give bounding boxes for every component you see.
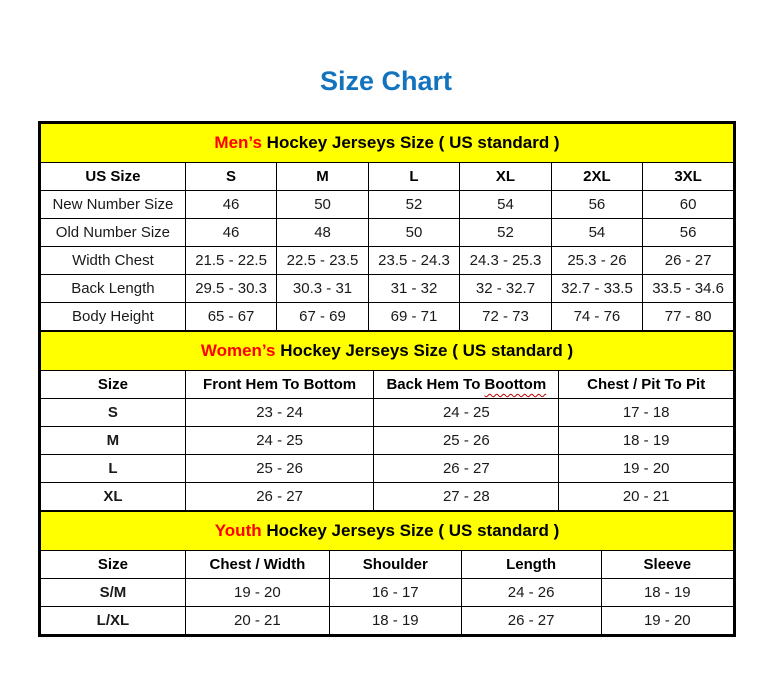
womens-size-table [40,331,734,511]
men-value-cell: 52 [460,219,551,247]
men-value-cell: 50 [368,219,459,247]
youth-data-row [41,607,734,635]
men-value-cell: 72 - 73 [460,303,551,331]
page-title: Size Chart [319,66,453,96]
youth-title-rest: Hockey Jerseys Size ( US standard ) [261,521,560,540]
men-value-cell: 69 - 71 [368,303,459,331]
men-value-cell: 23.5 - 24.3 [368,247,459,275]
women-value-cell: 23 - 24 [185,399,373,427]
youth-value-cell: 19 - 20 [185,579,329,607]
women-section-title-row [41,332,734,371]
size-chart-tables-container [38,121,736,637]
women-row-label: M [41,427,186,455]
women-value-cell: 26 - 27 [185,483,373,511]
women-row-label: S [41,399,186,427]
youth-size-table [40,511,734,635]
women-row-label: XL [41,483,186,511]
men-column-header: M [277,163,368,191]
mens-size-table [40,123,734,331]
women-column-header: Front Hem To Bottom [185,371,373,399]
men-column-header: XL [460,163,551,191]
women-value-cell: 17 - 18 [559,399,734,427]
youth-column-header: Sleeve [601,551,733,579]
youth-column-header: Chest / Width [185,551,329,579]
men-value-cell: 56 [643,219,734,247]
men-column-header: 2XL [551,163,642,191]
men-column-header: 3XL [643,163,734,191]
men-value-cell: 21.5 - 22.5 [185,247,276,275]
men-column-header: US Size [41,163,186,191]
women-title-highlight: Women’s [200,341,276,360]
men-title-highlight: Men’s [214,133,262,152]
men-value-cell: 52 [368,191,459,219]
women-value-cell: 24 - 25 [374,399,559,427]
youth-data-row [41,579,734,607]
men-row-label: Old Number Size [41,219,186,247]
women-value-cell: 26 - 27 [374,455,559,483]
youth-value-cell: 19 - 20 [601,607,733,635]
youth-value-cell: 26 - 27 [461,607,601,635]
men-row-label: New Number Size [41,191,186,219]
men-data-row [41,303,734,331]
men-header-row [41,163,734,191]
women-row-label: L [41,455,186,483]
men-data-row [41,191,734,219]
women-data-row [41,455,734,483]
men-value-cell: 29.5 - 30.3 [185,275,276,303]
men-value-cell: 46 [185,219,276,247]
youth-value-cell: 16 - 17 [329,579,461,607]
women-value-cell: 20 - 21 [559,483,734,511]
youth-value-cell: 24 - 26 [461,579,601,607]
youth-value-cell: 18 - 19 [329,607,461,635]
women-data-row [41,399,734,427]
men-data-row [41,275,734,303]
men-title-rest: Hockey Jerseys Size ( US standard ) [261,133,560,152]
men-value-cell: 30.3 - 31 [277,275,368,303]
women-value-cell: 27 - 28 [374,483,559,511]
men-value-cell: 25.3 - 26 [551,247,642,275]
youth-section-title [41,512,734,551]
men-section-title [41,124,734,163]
men-column-header: S [185,163,276,191]
men-value-cell: 74 - 76 [551,303,642,331]
misspelled-word: Boottom [484,376,547,393]
youth-value-cell: 18 - 19 [601,579,733,607]
men-value-cell: 22.5 - 23.5 [277,247,368,275]
women-column-header: Chest / Pit To Pit [559,371,734,399]
women-value-cell: 25 - 26 [185,455,373,483]
men-value-cell: 32 - 32.7 [460,275,551,303]
youth-row-label: S/M [41,579,186,607]
men-data-row [41,247,734,275]
men-value-cell: 48 [277,219,368,247]
youth-column-header: Size [41,551,186,579]
men-row-label: Back Length [41,275,186,303]
youth-row-label: L/XL [41,607,186,635]
women-section-title [41,332,734,371]
youth-column-header: Length [461,551,601,579]
men-value-cell: 31 - 32 [368,275,459,303]
women-column-header: Size [41,371,186,399]
men-row-label: Body Height [41,303,186,331]
men-column-header: L [368,163,459,191]
youth-value-cell: 20 - 21 [185,607,329,635]
men-value-cell: 60 [643,191,734,219]
youth-column-header: Shoulder [329,551,461,579]
men-value-cell: 33.5 - 34.6 [643,275,734,303]
women-column-header: Back Hem To Boottom [374,371,559,399]
youth-title-highlight: Youth [214,521,262,540]
youth-header-row [41,551,734,579]
men-value-cell: 32.7 - 33.5 [551,275,642,303]
men-value-cell: 56 [551,191,642,219]
women-data-row [41,483,734,511]
women-value-cell: 19 - 20 [559,455,734,483]
men-value-cell: 65 - 67 [185,303,276,331]
youth-section-title-row [41,512,734,551]
men-value-cell: 46 [185,191,276,219]
women-title-rest: Hockey Jerseys Size ( US standard ) [275,341,574,360]
men-data-row [41,219,734,247]
men-value-cell: 54 [460,191,551,219]
women-value-cell: 18 - 19 [559,427,734,455]
men-value-cell: 26 - 27 [643,247,734,275]
men-value-cell: 77 - 80 [643,303,734,331]
men-value-cell: 50 [277,191,368,219]
men-value-cell: 67 - 69 [277,303,368,331]
men-section-title-row [41,124,734,163]
men-value-cell: 24.3 - 25.3 [460,247,551,275]
women-data-row [41,427,734,455]
men-value-cell: 54 [551,219,642,247]
women-value-cell: 25 - 26 [374,427,559,455]
men-row-label: Width Chest [41,247,186,275]
women-header-row [41,371,734,399]
women-value-cell: 24 - 25 [185,427,373,455]
